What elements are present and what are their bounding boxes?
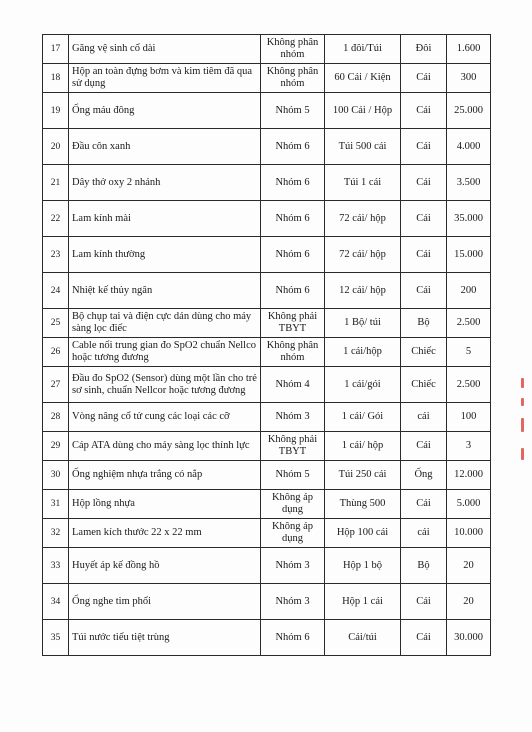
item-quantity: 12.000 (447, 461, 491, 490)
item-packaging: Hộp 100 cái (325, 519, 401, 548)
row-number: 22 (43, 201, 69, 237)
row-number: 33 (43, 548, 69, 584)
item-packaging: 12 cái/ hộp (325, 273, 401, 309)
table-row (43, 367, 491, 403)
item-quantity: 20 (447, 584, 491, 620)
table-row (43, 273, 491, 309)
item-packaging: 60 Cái / Kiện (325, 64, 401, 93)
item-packaging: Hộp 1 cái (325, 584, 401, 620)
item-name: Ống nghe tim phổi (69, 584, 261, 620)
item-packaging: 1 cái/gói (325, 367, 401, 403)
table-row (43, 93, 491, 129)
item-unit: Cái (401, 201, 447, 237)
item-name: Ống máu đông (69, 93, 261, 129)
item-name: Đầu đo SpO2 (Sensor) dùng một lần cho trẻ sơ sinh, chuẩn Nellcor hoặc tương đương (69, 367, 261, 403)
item-quantity: 30.000 (447, 620, 491, 656)
row-number: 35 (43, 620, 69, 656)
item-name: Găng vệ sinh cổ dài (69, 35, 261, 64)
item-packaging: 72 cái/ hộp (325, 237, 401, 273)
item-unit: Cái (401, 584, 447, 620)
item-name: Lam kính thường (69, 237, 261, 273)
table-row (43, 64, 491, 93)
item-unit: Cái (401, 620, 447, 656)
item-name: Hộp an toàn đựng bơm và kim tiêm đã qua sử dụng (69, 64, 261, 93)
item-packaging: 1 Bộ/ túi (325, 309, 401, 338)
item-name: Vòng nâng cổ tử cung các loại các cỡ (69, 403, 261, 432)
item-unit: Bộ (401, 309, 447, 338)
row-number: 20 (43, 129, 69, 165)
stamp-edge-mark (521, 398, 524, 406)
item-quantity: 3 (447, 432, 491, 461)
table-row (43, 237, 491, 273)
row-number: 25 (43, 309, 69, 338)
item-quantity: 20 (447, 548, 491, 584)
item-unit: Cái (401, 93, 447, 129)
item-unit: Cái (401, 165, 447, 201)
item-name: Bộ chụp tai và điện cực dán dùng cho máy sàng lọc điếc (69, 309, 261, 338)
item-quantity: 3.500 (447, 165, 491, 201)
item-quantity: 5 (447, 338, 491, 367)
item-packaging: Hộp 1 bộ (325, 548, 401, 584)
row-number: 32 (43, 519, 69, 548)
table-row (43, 403, 491, 432)
item-group: Nhóm 3 (261, 548, 325, 584)
item-unit: Cái (401, 129, 447, 165)
item-quantity: 2.500 (447, 309, 491, 338)
item-packaging: 1 cái/hộp (325, 338, 401, 367)
item-name: Hộp lồng nhựa (69, 490, 261, 519)
row-number: 31 (43, 490, 69, 519)
row-number: 29 (43, 432, 69, 461)
row-number: 34 (43, 584, 69, 620)
item-packaging: Túi 250 cái (325, 461, 401, 490)
item-group: Nhóm 6 (261, 273, 325, 309)
item-quantity: 10.000 (447, 519, 491, 548)
table-row (43, 584, 491, 620)
item-name: Túi nước tiểu tiệt trùng (69, 620, 261, 656)
item-quantity: 25.000 (447, 93, 491, 129)
stamp-edge-mark (521, 378, 524, 388)
item-packaging: Cái/túi (325, 620, 401, 656)
item-group: Không phân nhóm (261, 64, 325, 93)
item-group: Nhóm 6 (261, 620, 325, 656)
table-row (43, 490, 491, 519)
table-row (43, 201, 491, 237)
item-group: Không phân nhóm (261, 338, 325, 367)
item-name: Lamen kích thước 22 x 22 mm (69, 519, 261, 548)
table-row (43, 338, 491, 367)
item-name: Cáp ATA dùng cho máy sàng lọc thính lực (69, 432, 261, 461)
table-row (43, 129, 491, 165)
item-packaging: 100 Cái / Hộp (325, 93, 401, 129)
item-unit: Cái (401, 490, 447, 519)
item-packaging: 72 cái/ hộp (325, 201, 401, 237)
table-row (43, 548, 491, 584)
item-packaging: Thùng 500 (325, 490, 401, 519)
item-name: Dây thở oxy 2 nhánh (69, 165, 261, 201)
item-packaging: 1 cái/ Gói (325, 403, 401, 432)
item-group: Nhóm 3 (261, 403, 325, 432)
table-row (43, 519, 491, 548)
item-group: Nhóm 6 (261, 165, 325, 201)
stamp-edge-mark (521, 448, 524, 460)
table-row (43, 309, 491, 338)
row-number: 26 (43, 338, 69, 367)
item-group: Không áp dụng (261, 519, 325, 548)
item-packaging: 1 cái/ hộp (325, 432, 401, 461)
row-number: 28 (43, 403, 69, 432)
item-name: Đầu côn xanh (69, 129, 261, 165)
item-name: Huyết áp kế đồng hồ (69, 548, 261, 584)
item-group: Nhóm 5 (261, 461, 325, 490)
item-unit: Chiếc (401, 367, 447, 403)
item-unit: Đôi (401, 35, 447, 64)
item-unit: Cái (401, 64, 447, 93)
row-number: 27 (43, 367, 69, 403)
table-row (43, 35, 491, 64)
row-number: 24 (43, 273, 69, 309)
table-row (43, 620, 491, 656)
row-number: 30 (43, 461, 69, 490)
item-group: Nhóm 5 (261, 93, 325, 129)
item-packaging: Túi 500 cái (325, 129, 401, 165)
table-row (43, 165, 491, 201)
item-unit: Bộ (401, 548, 447, 584)
item-name: Nhiệt kế thủy ngân (69, 273, 261, 309)
item-quantity: 15.000 (447, 237, 491, 273)
item-unit: Cái (401, 237, 447, 273)
row-number: 17 (43, 35, 69, 64)
item-packaging: 1 đôi/Túi (325, 35, 401, 64)
item-unit: Ống (401, 461, 447, 490)
table-row (43, 432, 491, 461)
item-unit: cái (401, 403, 447, 432)
item-quantity: 1.600 (447, 35, 491, 64)
row-number: 18 (43, 64, 69, 93)
item-quantity: 5.000 (447, 490, 491, 519)
item-quantity: 200 (447, 273, 491, 309)
item-name: Cable nối trung gian đo SpO2 chuẩn Nellco hoặc tương đương (69, 338, 261, 367)
item-unit: cái (401, 519, 447, 548)
item-group: Nhóm 6 (261, 129, 325, 165)
item-group: Nhóm 3 (261, 584, 325, 620)
item-quantity: 300 (447, 64, 491, 93)
item-quantity: 35.000 (447, 201, 491, 237)
item-packaging: Túi 1 cái (325, 165, 401, 201)
item-quantity: 4.000 (447, 129, 491, 165)
item-group: Nhóm 6 (261, 237, 325, 273)
table-row (43, 461, 491, 490)
row-number: 19 (43, 93, 69, 129)
item-name: Lam kính mài (69, 201, 261, 237)
row-number: 23 (43, 237, 69, 273)
item-unit: Chiếc (401, 338, 447, 367)
item-quantity: 2.500 (447, 367, 491, 403)
stamp-edge-mark (521, 418, 524, 432)
item-group: Không phải TBYT (261, 432, 325, 461)
item-name: Ống nghiệm nhựa trắng có nắp (69, 461, 261, 490)
item-quantity: 100 (447, 403, 491, 432)
item-group: Không phân nhóm (261, 35, 325, 64)
item-group: Nhóm 4 (261, 367, 325, 403)
supplies-table (42, 34, 491, 656)
item-unit: Cái (401, 273, 447, 309)
table-body (43, 35, 491, 656)
item-group: Không phải TBYT (261, 309, 325, 338)
row-number: 21 (43, 165, 69, 201)
item-group: Nhóm 6 (261, 201, 325, 237)
item-group: Không áp dụng (261, 490, 325, 519)
item-unit: Cái (401, 432, 447, 461)
